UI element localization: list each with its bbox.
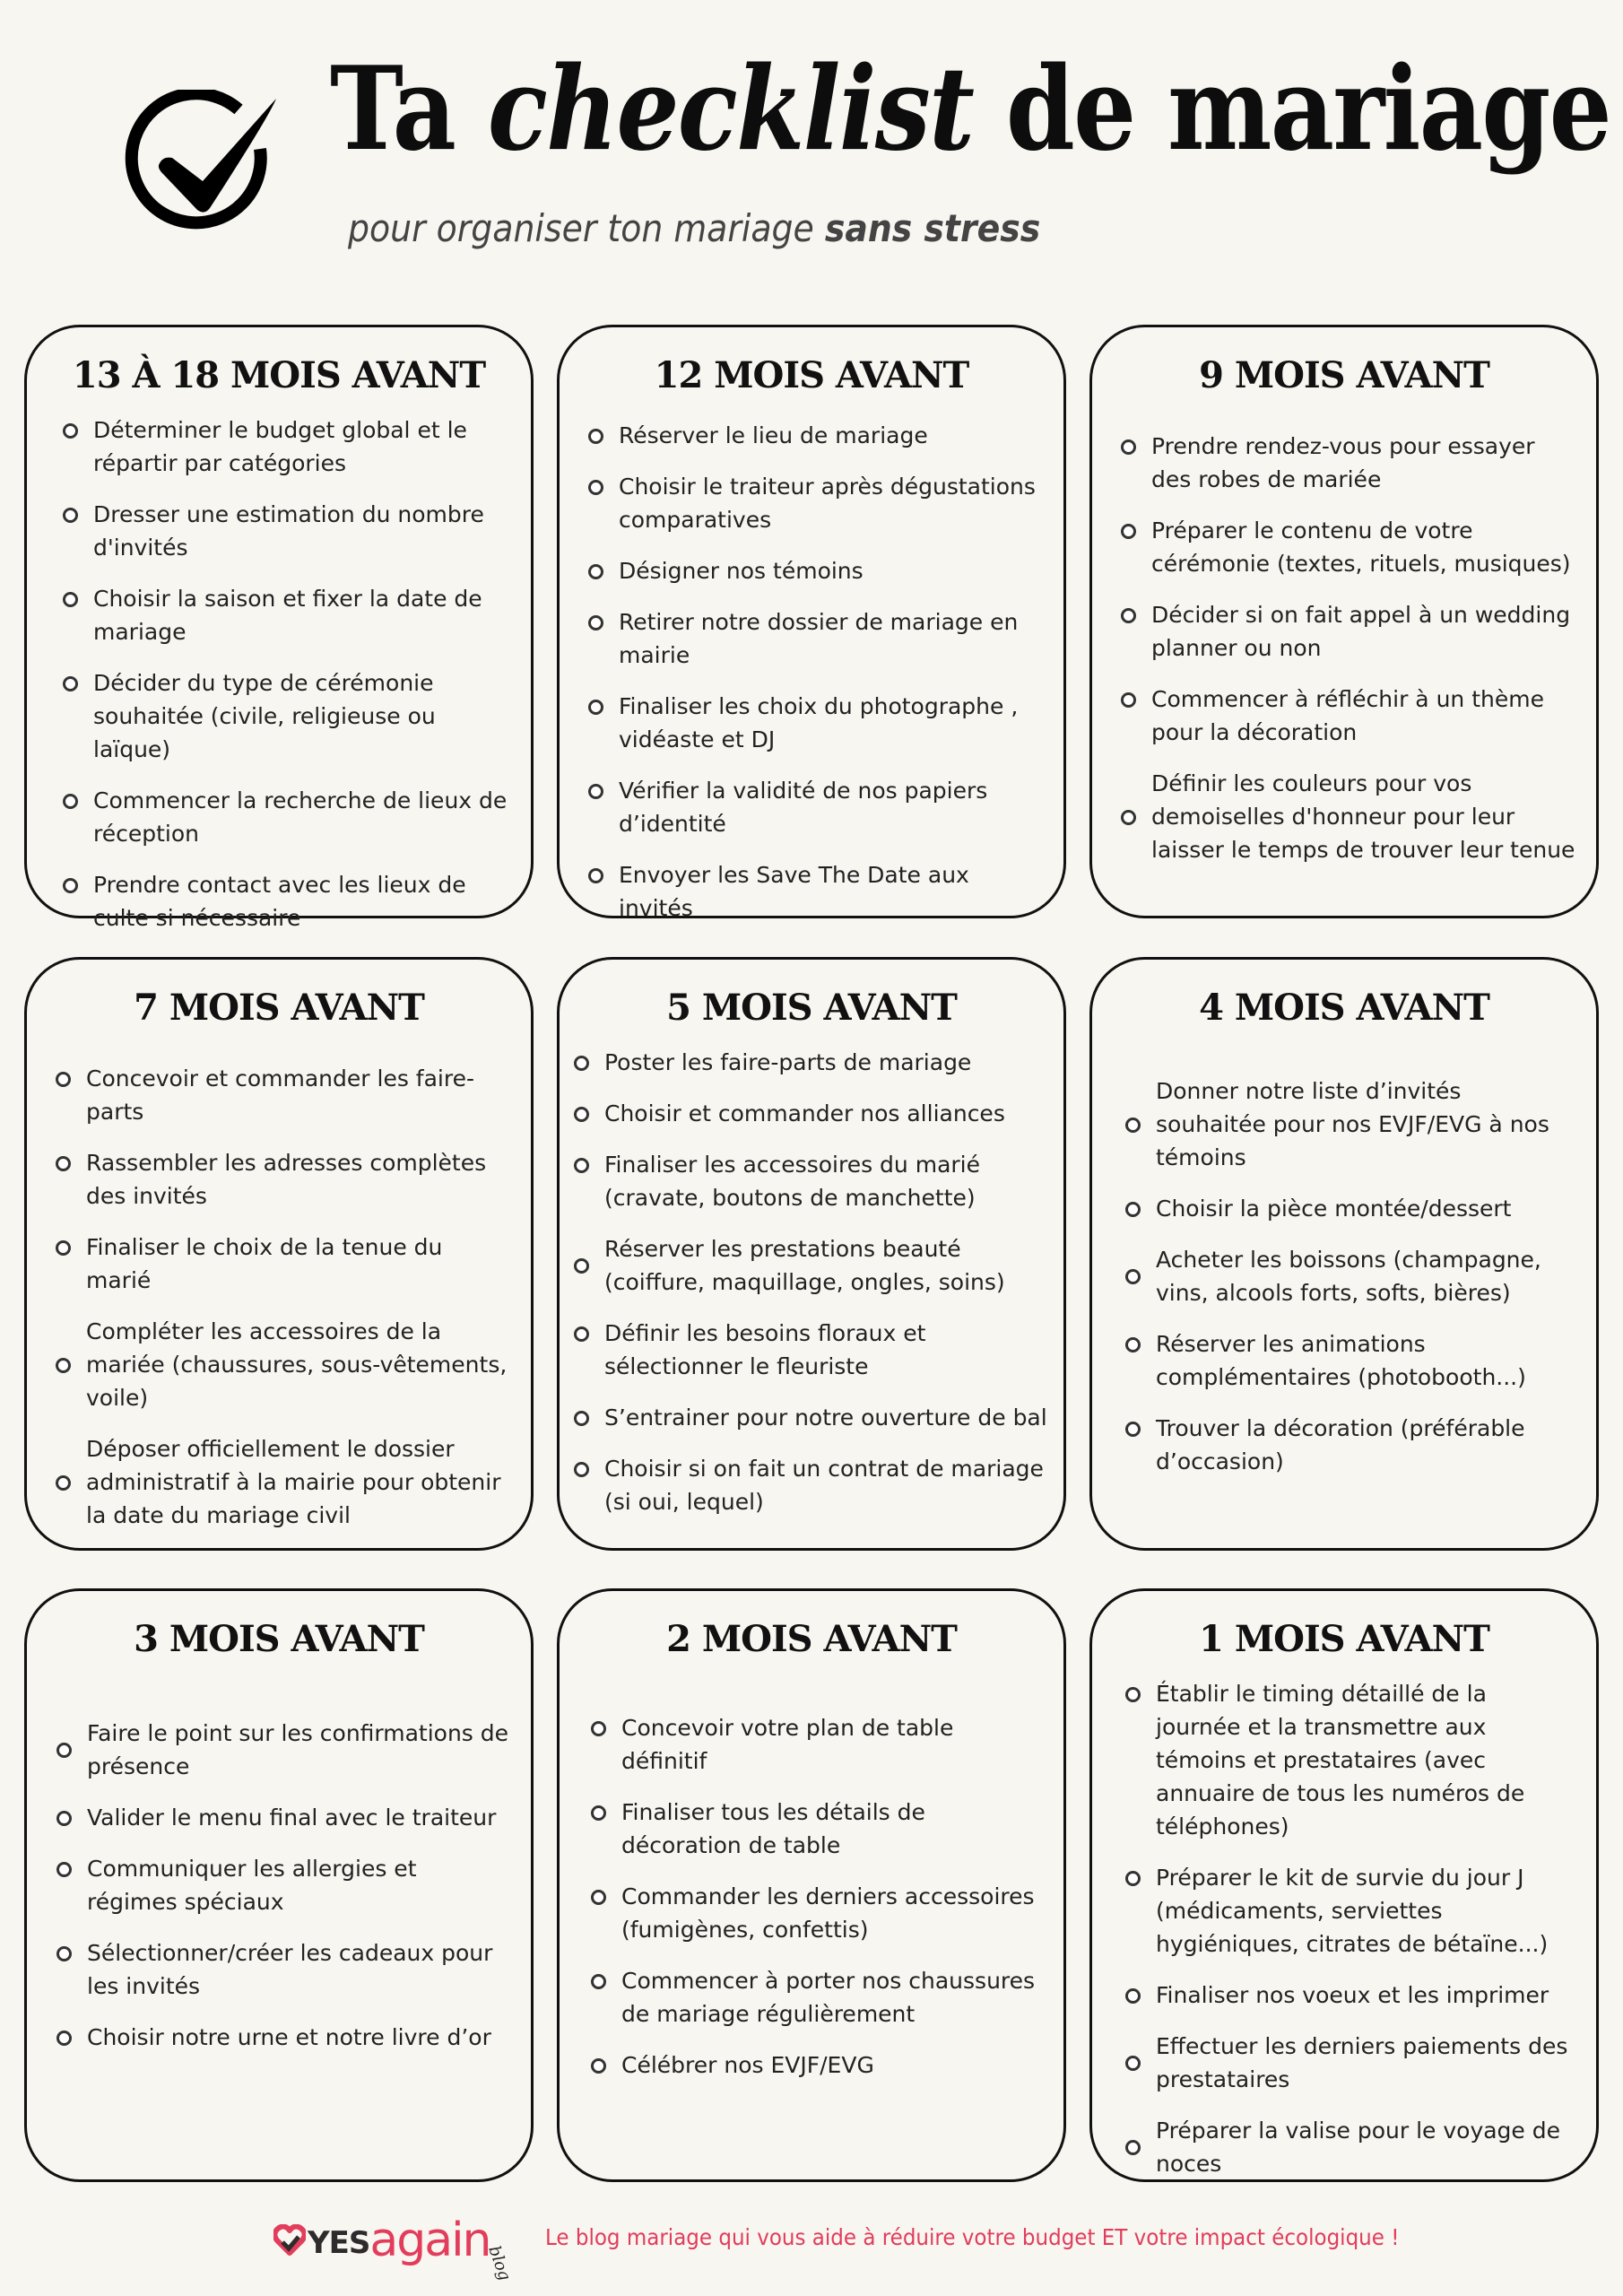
item-label: Vérifier la validité de nos papiers d’identité [619,778,988,837]
checklist-item[interactable] [591,1880,1044,1946]
item-label: Finaliser le choix de la tenue du marié [86,1234,443,1293]
checklist-item[interactable] [1125,1412,1576,1478]
logo-again: again [369,2213,490,2267]
card-3-mois [24,1588,534,2182]
checkbox-circle-icon[interactable] [56,1156,71,1171]
title-suffix: de mariage [973,42,1610,177]
item-label: Dresser une estimation du nombre d'invités [93,501,484,561]
checklist-item[interactable] [56,2021,511,2054]
checkbox-circle-icon[interactable] [574,1158,589,1173]
card-12-mois [557,325,1066,921]
checklist-item[interactable] [1125,2030,1576,2096]
checklist-item[interactable] [591,1964,1044,2031]
check-circle-icon [124,90,276,238]
checkbox-circle-icon[interactable] [574,1056,589,1071]
item-label: Désigner nos témoins [619,558,864,584]
card-title: 7 MOIS AVANT [134,987,424,1029]
card-13-18-mois [24,325,534,931]
checklist-item[interactable] [588,419,1044,452]
item-label: Définir les couleurs pour vos demoiselles d'honneur pour leur laisser le temps de trouver leur tenue [1151,770,1575,863]
checklist-item[interactable] [588,605,1044,672]
page-subtitle [348,206,1040,250]
checklist-item[interactable] [1125,1861,1576,1961]
checkbox-circle-icon[interactable] [1121,439,1136,455]
checkbox-circle-icon[interactable] [63,592,78,607]
checklist-item[interactable] [591,1796,1044,1862]
checklist-item[interactable] [574,1317,1053,1383]
checklist-item[interactable] [591,1711,1044,1778]
checkbox-circle-icon[interactable] [574,1107,589,1122]
item-label: Choisir et commander nos alliances [604,1100,1005,1126]
card-title: 1 MOIS AVANT [1199,1618,1489,1660]
item-label: Choisir notre urne et notre livre d’or [87,2024,491,2050]
card-title: 9 MOIS AVANT [1199,354,1489,396]
checklist [1125,1074,1576,1496]
checkbox-circle-icon[interactable] [1125,2140,1141,2155]
checklist-item[interactable] [588,690,1044,756]
item-label: Choisir si on fait un contrat de mariage (si oui, lequel) [604,1456,1044,1515]
checklist-item[interactable] [574,1452,1053,1518]
item-label: Prendre rendez-vous pour essayer des robes de mariée [1151,433,1535,492]
checkbox-circle-icon[interactable] [588,615,603,631]
card-9-mois [1089,325,1599,918]
item-label: Rassembler les adresses complètes des invités [86,1150,487,1209]
checklist-item[interactable] [588,470,1044,536]
checkbox-circle-icon[interactable] [1125,1118,1141,1133]
item-label: Finaliser tous les détails de décoration de table [621,1799,925,1858]
checkbox-circle-icon[interactable] [63,878,78,893]
item-label: Communiquer les allergies et régimes spéciaux [87,1856,417,1915]
subtitle-prefix: pour organiser ton mariage [348,206,825,250]
checkbox-circle-icon[interactable] [1125,1337,1141,1352]
checklist-item[interactable] [1121,767,1576,866]
yesagain-logo[interactable] [273,2208,516,2283]
checkbox-circle-icon[interactable] [591,2058,606,2074]
item-label: Commencer à porter nos chaussures de mariage régulièrement [621,1968,1036,2027]
checklist-item[interactable] [56,1231,511,1297]
checkbox-circle-icon[interactable] [1125,1422,1141,1437]
checkbox-circle-icon[interactable] [1125,1871,1141,1886]
checkbox-circle-icon[interactable] [591,1805,606,1821]
item-label: Finaliser les choix du photographe , vidéaste et DJ [619,693,1019,752]
item-label: Effectuer les derniers paiements des prestataires [1156,2033,1568,2092]
item-label: S’entrainer pour notre ouverture de bal [604,1405,1047,1431]
card-1-mois [1089,1588,1599,2182]
item-label: Finaliser les accessoires du marié (cravate, boutons de manchette) [604,1152,980,1211]
checkbox-circle-icon[interactable] [1121,524,1136,539]
checklist-item[interactable] [63,784,511,850]
checklist-item[interactable] [1125,1327,1576,1394]
item-label: Préparer la valise pour le voyage de noces [1156,2118,1561,2177]
checklist-item[interactable] [588,554,1044,587]
checklist-item[interactable] [56,1717,511,1783]
card-5-mois [557,957,1066,1551]
page-title [330,42,1610,177]
checklist [56,1062,511,1550]
checklist-item[interactable] [63,498,511,564]
item-label: Poster les faire-parts de mariage [604,1049,972,1075]
checkbox-circle-icon[interactable] [63,423,78,439]
checklist-item[interactable] [63,868,511,935]
checkbox-circle-icon[interactable] [574,1258,589,1274]
checkbox-circle-icon[interactable] [56,1072,71,1087]
item-label: Trouver la décoration (préférable d’occasion) [1156,1415,1525,1474]
item-label: Choisir le traiteur après dégustations comparatives [619,474,1036,533]
card-title: 4 MOIS AVANT [1199,987,1489,1029]
checkbox-circle-icon[interactable] [56,1811,72,1826]
item-label: Célébrer nos EVJF/EVG [621,2052,874,2078]
subtitle-emphasis: sans stress [824,206,1041,250]
checkbox-circle-icon[interactable] [63,794,78,809]
card-7-mois [24,957,534,1551]
checklist-item[interactable] [56,1936,511,2003]
footer-tagline: Le blog mariage qui vous aide à réduire votre budget ET votre impact écologique ! [545,2223,1400,2250]
item-label: Retirer notre dossier de mariage en mairie [619,609,1019,668]
checkbox-circle-icon[interactable] [63,508,78,523]
checkbox-circle-icon[interactable] [56,1946,72,1961]
checklist-item[interactable] [1125,1979,1576,2012]
checkbox-circle-icon[interactable] [56,2031,72,2046]
checklist-item[interactable] [574,1046,1053,1079]
checklist-item[interactable] [56,1432,511,1532]
card-title: 3 MOIS AVANT [134,1618,424,1660]
item-label: Concevoir et commander les faire-parts [86,1065,474,1125]
item-label: Décider si on fait appel à un wedding planner ou non [1151,602,1571,661]
item-label: Définir les besoins floraux et sélectionner le fleuriste [604,1320,926,1379]
checklist-item[interactable] [588,774,1044,840]
checklist-item[interactable] [56,1852,511,1918]
item-label: Réserver les animations complémentaires (photobooth...) [1156,1331,1526,1390]
item-label: Faire le point sur les confirmations de présence [87,1720,509,1779]
checklist [588,419,1044,943]
checkbox-circle-icon[interactable] [56,1358,71,1373]
checklist [56,1717,511,2072]
checklist-item[interactable] [1125,1074,1576,1174]
checkbox-circle-icon[interactable] [588,429,603,444]
item-label: Envoyer les Save The Date aux invités [619,862,969,921]
item-label: Préparer le kit de survie du jour J (médicaments, serviettes hygiéniques, citrates de bétaïne...) [1156,1865,1549,1957]
item-label: Choisir la pièce montée/dessert [1156,1196,1512,1222]
item-label: Finaliser nos voeux et les imprimer [1156,1982,1549,2008]
checkbox-circle-icon[interactable] [588,784,603,799]
card-4-mois [1089,957,1599,1551]
checkbox-circle-icon[interactable] [591,1890,606,1905]
item-label: Commencer la recherche de lieux de réception [93,787,508,847]
checklist-item[interactable] [591,2048,1044,2082]
checklist-item[interactable] [1121,430,1576,496]
checklist-item[interactable] [1121,598,1576,665]
logo-blog: blog [483,2243,514,2283]
checkbox-circle-icon[interactable] [1125,1687,1141,1702]
checkbox-circle-icon[interactable] [56,1475,71,1491]
checkbox-circle-icon[interactable] [56,1240,71,1256]
checkbox-circle-icon[interactable] [1121,608,1136,623]
logo-yes: YES [308,2225,370,2261]
item-label: Préparer le contenu de votre cérémonie (textes, rituels, musiques) [1151,517,1571,577]
checkbox-circle-icon[interactable] [588,700,603,715]
checkbox-circle-icon[interactable] [1125,1988,1141,2004]
checklist-item[interactable] [1121,683,1576,749]
checklist-item[interactable] [1125,1677,1576,1843]
checkbox-circle-icon[interactable] [591,1974,606,1989]
checklist-item[interactable] [574,1148,1053,1214]
card-title: 5 MOIS AVANT [666,987,957,1029]
item-label: Commencer à réfléchir à un thème pour la décoration [1151,686,1544,745]
checkbox-circle-icon[interactable] [591,1721,606,1736]
checkbox-circle-icon[interactable] [574,1326,589,1342]
checkbox-circle-icon[interactable] [588,868,603,883]
item-label: Acheter les boissons (champagne, vins, alcools forts, softs, bières) [1156,1247,1541,1306]
checklist-item[interactable] [56,1146,511,1213]
checklist-item[interactable] [63,582,511,648]
item-label: Déterminer le budget global et le répartir par catégories [93,417,467,476]
checklist [574,1046,1053,1536]
checklist-item[interactable] [56,1315,511,1414]
checkbox-circle-icon[interactable] [574,1462,589,1477]
checklist [1121,430,1576,884]
checklist-item[interactable] [574,1097,1053,1130]
checkbox-circle-icon[interactable] [1125,1269,1141,1284]
checklist-item[interactable] [574,1232,1053,1299]
item-label: Choisir la saison et fixer la date de mariage [93,586,482,645]
card-title: 2 MOIS AVANT [666,1618,957,1660]
item-label: Décider du type de cérémonie souhaitée (civile, religieuse ou laïque) [93,670,436,762]
checklist-item[interactable] [56,1801,511,1834]
checkbox-circle-icon[interactable] [1125,2056,1141,2071]
checklist [1125,1677,1576,2198]
checkbox-circle-icon[interactable] [588,480,603,495]
card-title: 13 À 18 MOIS AVANT [72,354,486,396]
checkbox-circle-icon[interactable] [1121,692,1136,708]
item-label: Prendre contact avec les lieux de culte si nécessaire [93,872,466,931]
item-label: Réserver les prestations beauté (coiffure, maquillage, ongles, soins) [604,1236,1005,1295]
footer [273,2208,1473,2283]
item-label: Réserver le lieu de mariage [619,422,928,448]
item-label: Compléter les accessoires de la mariée (chaussures, sous-vêtements, voile) [86,1318,508,1411]
checkbox-circle-icon[interactable] [1125,1202,1141,1217]
checklist [63,413,511,952]
checklist-item[interactable] [588,858,1044,925]
item-label: Établir le timing détaillé de la journée et la transmettre aux témoins et prestataires (avec annuaire de tous les numéros de téléphones) [1156,1681,1525,1839]
item-label: Déposer officiellement le dossier administratif à la mairie pour obtenir la date du mariage civil [86,1436,501,1528]
checklist-item[interactable] [63,666,511,766]
checkbox-circle-icon[interactable] [56,1862,72,1877]
checklist [591,1711,1044,2100]
checklist-item[interactable] [1125,2114,1576,2180]
checkbox-circle-icon[interactable] [56,1743,72,1758]
item-label: Valider le menu final avec le traiteur [87,1805,497,1831]
item-label: Commander les derniers accessoires (fumigènes, confettis) [621,1883,1035,1943]
item-label: Donner notre liste d’invités souhaitée pour nos EVJF/EVG à nos témoins [1156,1078,1549,1170]
title-prefix: Ta [330,42,488,177]
checklist-item[interactable] [63,413,511,480]
card-2-mois [557,1588,1066,2182]
checkbox-circle-icon[interactable] [574,1411,589,1426]
card-title: 12 MOIS AVANT [654,354,969,396]
checklist-item[interactable] [1125,1243,1576,1309]
checklist-item[interactable] [56,1062,511,1128]
heart-check-icon [273,2224,306,2257]
checklist-item[interactable] [574,1401,1053,1434]
title-emphasis: checklist [487,42,974,177]
item-label: Sélectionner/créer les cadeaux pour les invités [87,1940,493,1999]
checklist-item[interactable] [1125,1192,1576,1225]
checkbox-circle-icon[interactable] [63,676,78,691]
checkbox-circle-icon[interactable] [588,564,603,579]
checkbox-circle-icon[interactable] [1121,810,1136,825]
checklist-item[interactable] [1121,514,1576,580]
item-label: Concevoir votre plan de table définitif [621,1715,954,1774]
